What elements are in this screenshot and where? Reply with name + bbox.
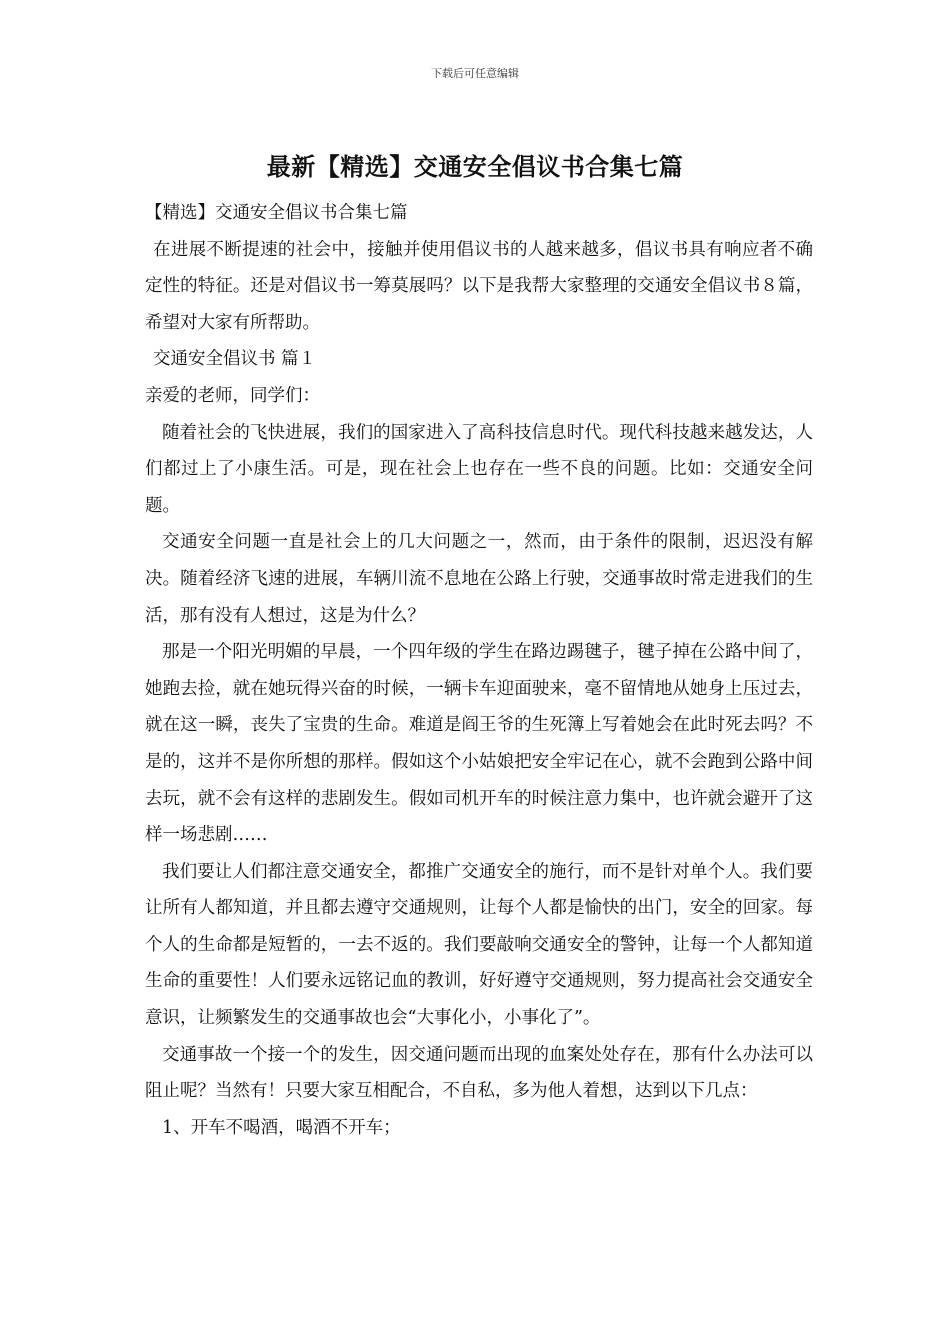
body-paragraph: 我们要让人们都注意交通安全，都推广交通安全的施行，而不是针对单个人。我们要让所有人都知道，并且都去遵守交通规则，让每个人都是愉快的出门，安全的回家。每个人的生命都是短暂的，一去不返的。我们要敲响交通安全的警钟，让每一个人都知道生命的重要性！人们要永远铭记血的教训，好好遵守交通规则，努力提高社会交通安全意识，让频繁发生的交通事故也会“大事化小，小事化了”。: [145, 861, 813, 1029]
body-paragraph: 随着社会的飞快进展，我们的国家进入了高科技信息时代。现代科技越来越发达，人们都过上了小康生活。可是，现在社会上也存在一些不良的问题。比如：交通安全问题。: [145, 422, 813, 516]
document-subtitle: 【精选】交通安全倡议书合集七篇: [145, 203, 408, 223]
section-heading: 交通安全倡议书 篇１: [153, 349, 317, 370]
body-paragraph: 交通安全问题一直是社会上的几大问题之一，然而，由于条件的限制，迟迟没有解决。随着经济飞速的进展，车辆川流不息地在公路上行驶，交通事故时常走进我们的生活，那有没有人想过，这是为什么？: [145, 532, 813, 626]
header-note: 下载后可任意编辑: [431, 67, 519, 80]
greeting-line: 亲爱的老师，同学们：: [145, 385, 320, 406]
body-paragraph: 交通事故一个接一个的发生，因交通问题而出现的血案处处存在，那有什么办法可以阻止呢？当然有！只要大家互相配合，不自私，多为他人着想，达到以下几点：: [145, 1044, 813, 1102]
document-title: 最新【精选】交通安全倡议书合集七篇: [266, 152, 684, 181]
body-paragraph: 那是一个阳光明媚的早晨，一个四年级的学生在路边踢毽子，毽子掉在公路中间了，她跑去捡，就在她玩得兴奋的时候，一辆卡车迎面驶来，毫不留情地从她身上压过去，就在这一瞬，丧失了宝贵的生命。难道是阎王爷的生死簿上写着她会在此时死去吗？不是的，这并不是你所想的那样。假如这个小姑娘把安全牢记在心，就不会跑到公路中间去玩，就不会有这样的悲剧发生。假如司机开车的时候注意力集中，也许就会避开了这样一场悲剧……: [145, 642, 813, 846]
document-body: [145, 195, 813, 1146]
list-item: 1、开车不喝酒，喝酒不开车；: [162, 1117, 401, 1138]
intro-paragraph: 在进展不断提速的社会中，接触并使用倡议书的人越来越多，倡议书具有响应者不确定性的特征。还是对倡议书一筹莫展吗？以下是我帮大家整理的交通安全倡议书８篇，希望对大家有所帮助。: [145, 239, 813, 333]
